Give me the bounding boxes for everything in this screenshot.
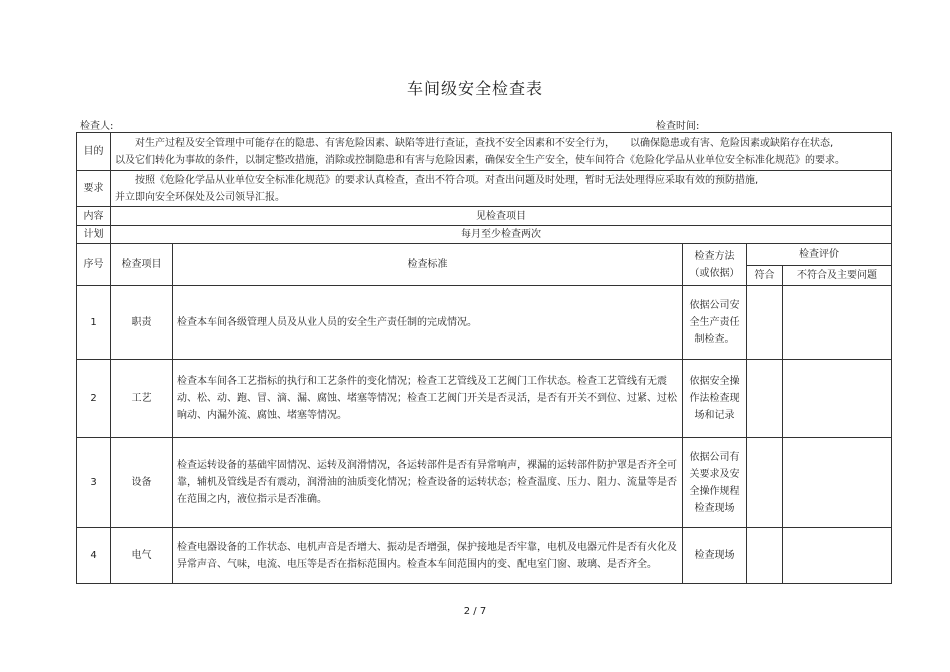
purpose-line-1: 对生产过程及安全管理中可能存在的隐患、有害危险因素、缺陷等进行查证，查找不安全因素和不安全行为， 以确保隐患或有害、危险因素或缺陷存在状态,: [135, 137, 834, 149]
requirement-label: 要求: [77, 171, 111, 207]
purpose-text: [111, 133, 892, 171]
table-row: [77, 360, 892, 438]
row-item: 工艺: [111, 360, 173, 438]
header-standard: 检查标准: [173, 244, 683, 286]
row-no: 2: [77, 360, 111, 438]
row-conform: [747, 360, 783, 438]
row-conform: [747, 438, 783, 528]
row-nonconform: [783, 528, 892, 584]
purpose-label: 目的: [77, 133, 111, 171]
table-row: [77, 528, 892, 584]
purpose-row: [77, 133, 892, 171]
plan-row: [77, 226, 892, 244]
header-row: [77, 244, 892, 266]
requirement-text: [111, 171, 892, 207]
requirement-line-1: 按照《危险化学品从业单位安全标准化规范》的要求认真检查，查出不符合项。对查出问题及时处理，暂时无法处理得应采取有效的预防措施,: [135, 174, 759, 186]
inspection-time-label: 检查时间:: [656, 121, 700, 132]
content-row: [77, 207, 892, 226]
plan-value: 每月至少检查两次: [111, 226, 892, 244]
row-item: 职责: [111, 286, 173, 360]
row-no: 3: [77, 438, 111, 528]
inspection-table: [76, 132, 892, 584]
purpose-line-2: 以及它们转化为事故的条件，以制定整改措施，消除或控制隐患和有害与危险因素，确保安全生产安全，使车间符合《危险化学品从业单位安全标准化规范》的要求。: [115, 154, 845, 166]
row-no: 4: [77, 528, 111, 584]
content-label: 内容: [77, 207, 111, 226]
row-nonconform: [783, 438, 892, 528]
page-number: 2 / 7: [463, 606, 487, 617]
row-conform: [747, 528, 783, 584]
plan-label: 计划: [77, 226, 111, 244]
row-nonconform: [783, 286, 892, 360]
header-conform: 符合: [747, 266, 783, 286]
row-standard: 检查本车间各工艺指标的执行和工艺条件的变化情况；检查工艺管线及工艺阀门工作状态。检查工艺管线有无震动、松、动、跑、冒、滴、漏、腐蚀、堵塞等情况；检查工艺阀门开关是否灵活，是否有开关不到位、过紧、过松晌动、内漏外流、腐蚀、堵塞等情况。: [173, 360, 683, 438]
row-method: 依据公司安全生产责任制检查。: [683, 286, 747, 360]
row-no: 1: [77, 286, 111, 360]
header-evaluation: 检查评价: [747, 244, 892, 266]
row-method: 检查现场: [683, 528, 747, 584]
row-standard: 检查运转设备的基础牢固情况、运转及润滑情况，各运转部件是否有异常响声，裸漏的运转部件防护罩是否齐全可靠，辅机及管线是否有震动，润滑油的油质变化情况；检查设备的运转状态；检查温度、压力、阻力、流量等是否在范围之内，液位指示是否准确。: [173, 438, 683, 528]
header-no: 序号: [77, 244, 111, 286]
table-row: [77, 438, 892, 528]
row-nonconform: [783, 360, 892, 438]
row-item: 电气: [111, 528, 173, 584]
row-method: 依据公司有关要求及安全操作规程检查现场: [683, 438, 747, 528]
header-nonconform: 不符合及主要问题: [783, 266, 892, 286]
row-item: 设备: [111, 438, 173, 528]
content-value: 见检查项目: [111, 207, 892, 226]
inspector-label: 检查人:: [80, 121, 114, 132]
row-standard: 检查本车间各级管理人员及从业人员的安全生产责任制的完成情况。: [173, 286, 683, 360]
header-method: 检查方法（或依据）: [683, 244, 747, 286]
table-row: [77, 286, 892, 360]
requirement-row: [77, 171, 892, 207]
row-conform: [747, 286, 783, 360]
document-title: 车间级安全检查表: [406, 79, 543, 98]
row-standard: 检查电器设备的工作状态、电机声音是否增大、振动是否增强，保护接地是否牢靠，电机及电器元件是否有火化及异常声音、气味，电流、电压等是否在指标范围内。检查本车间范围内的变、配电室门窗、玻璃、是否齐全。: [173, 528, 683, 584]
row-method: 依据安全操作法检查现场和记录: [683, 360, 747, 438]
header-item: 检查项目: [111, 244, 173, 286]
requirement-line-2: 并立即向安全环保处及公司领导汇报。: [115, 191, 285, 203]
